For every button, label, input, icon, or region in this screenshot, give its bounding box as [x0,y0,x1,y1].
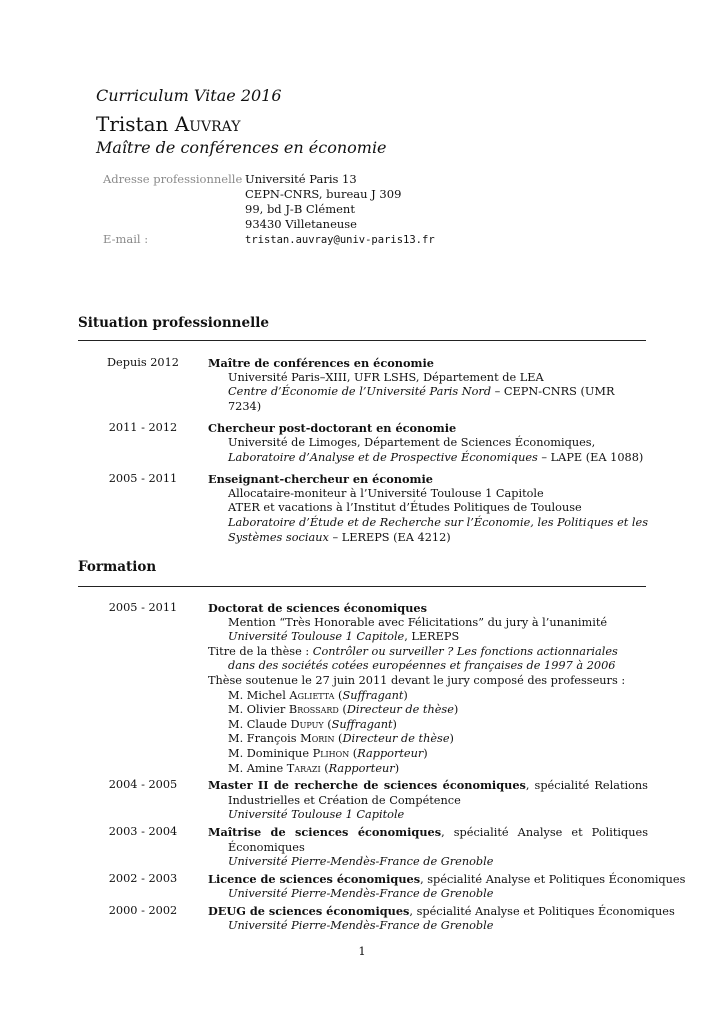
entry-line: Université Toulouse 1 Capitole, LEREPS [228,630,460,644]
address-line: CEPN-CNRS, bureau J 309 [245,187,402,201]
entry-line: Université Paris–XIII, UFR LSHS, Département de LEA [228,370,544,384]
situation-entry [78,356,648,414]
section-divider [78,340,646,341]
entry-line: Laboratoire d’Étude et de Recherche sur l’Économie, les Politiques et les Systèmes sociaux – LEREPS (EA 4212) [228,515,648,544]
entry-date: 2000 - 2002 [108,903,178,917]
entry-title: Maîtrise de sciences économiques, spécialité Analyse et Politiques Économiques [208,824,648,854]
jury-member: M. Claude Dupuy (Suffragant) [228,717,397,731]
first-name: Tristan [96,112,169,136]
entry-title: Licence de sciences économiques, spécialité Analyse et Politiques Économiques [208,871,686,886]
jury-member: M. Dominique Plihon (Rapporteur) [228,746,428,760]
thesis-title: Titre de la thèse : Contrôler ou surveiller ? Les fonctions actionnariales dans des sociétés cotées européennes et françaises de 1997 à 2006 [208,644,618,673]
job-title: Maître de conférences en économie [96,138,387,157]
address-line: 99, bd J-B Clément [245,202,355,216]
email-label: E-mail : [103,232,149,246]
entry-university: Université Pierre-Mendès-France de Grenoble [228,919,494,933]
formation-entry [78,903,675,934]
entry-date: 2005 - 2011 [108,472,178,486]
entry-line: Université de Limoges, Département de Sciences Économiques, [228,435,596,449]
situation-entry [78,421,648,465]
section-title-formation: Formation [78,559,157,575]
entry-title: Enseignant-chercheur en économie [208,472,433,487]
entry-date: 2003 - 2004 [108,824,178,838]
formation-entry [78,825,648,870]
formation-entry [78,871,686,902]
entry-title: Chercheur post-doctorant en économie [208,421,457,436]
section-divider [78,586,646,587]
entry-date: 2005 - 2011 [108,601,178,614]
address-label: Adresse professionnelle : [103,172,250,186]
entry-title: Maître de conférences en économie [208,356,434,370]
entry-university: Université Toulouse 1 Capitole [228,808,405,822]
entry-line: Thèse soutenue le 27 juin 2011 devant le jury composé des professeurs : [208,673,626,687]
entry-line: Allocataire-moniteur à l’Université Toulouse 1 Capitole [228,486,544,500]
cv-title: Curriculum Vitae 2016 [96,86,282,105]
entry-date: 2011 - 2012 [108,421,178,435]
entry-title: DEUG de sciences économiques, spécialité Analyse et Politiques Économiques [208,903,675,918]
entry-title: Doctorat de sciences économiques [208,601,427,615]
address-line: 93430 Villetaneuse [245,217,357,231]
entry-title: Master II de recherche de sciences économiques, spécialité Relations Industrielles et Création de Compétence [208,778,648,807]
person-name [96,112,240,136]
formation-list [78,601,686,936]
entry-line: Laboratoire d’Analyse et de Prospective Économiques – LAPE (EA 1088) [228,450,644,464]
last-name: Auvray [174,112,241,136]
entry-university: Université Pierre-Mendès-France de Grenoble [228,887,494,901]
email-link[interactable]: tristan.auvray@univ-paris13.fr [245,234,435,246]
formation-entry [78,778,648,823]
jury-member: M. François Morin (Directeur de thèse) [228,732,454,746]
address-line: Université Paris 13 [245,172,357,186]
entry-line: ATER et vacations à l’Institut d’Études Politiques de Toulouse [228,501,582,515]
situation-entry [78,472,648,545]
entry-date: 2002 - 2003 [108,871,178,885]
entry-line: Centre d’Économie de l’Université Paris Nord – CEPN-CNRS (UMR 7234) [228,385,615,413]
entry-university: Université Pierre-Mendès-France de Grenoble [228,855,494,869]
situation-list [78,356,648,552]
formation-entry [78,601,648,776]
jury-member: M. Michel Aglietta (Suffragant) [228,688,408,702]
entry-date: 2004 - 2005 [108,778,178,792]
jury-member: M. Olivier Brossard (Directeur de thèse) [228,703,459,717]
entry-line: Mention “Très Honorable avec Félicitations” du jury à l’unanimité [228,615,608,629]
page-number: 1 [358,944,366,958]
section-title-situation: Situation professionnelle [78,315,269,331]
entry-date: Depuis 2012 [106,356,179,369]
jury-member: M. Amine Tarazi (Rapporteur) [228,761,400,775]
